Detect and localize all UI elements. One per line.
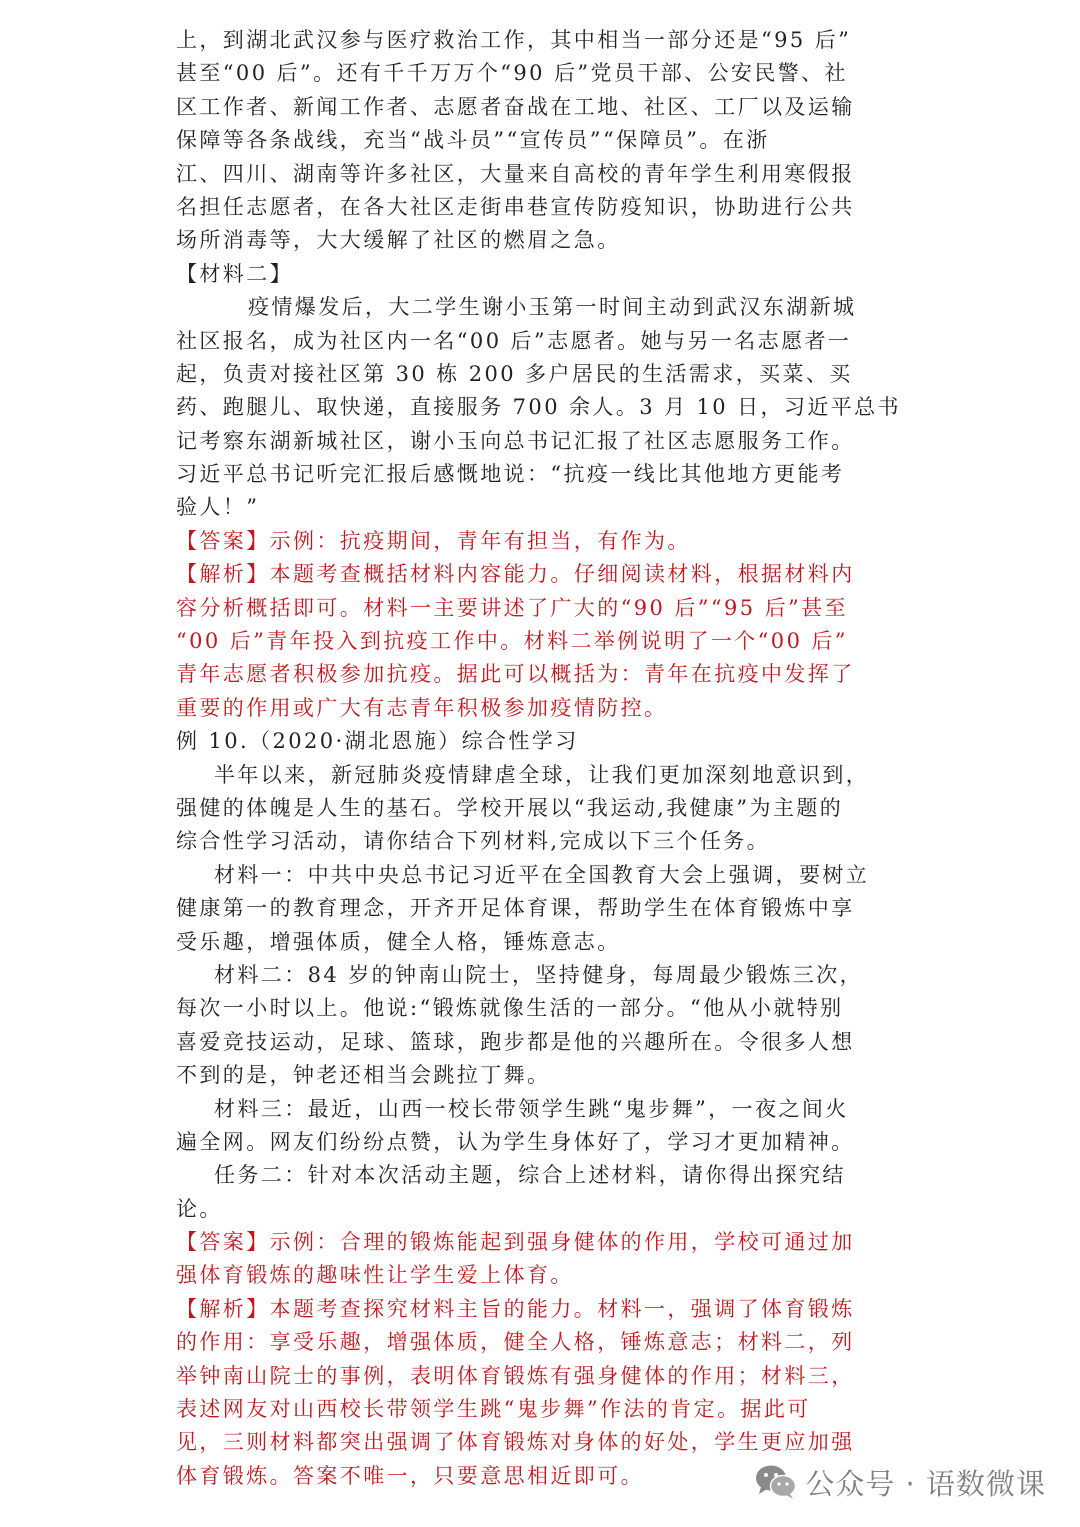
text-line: 甚至“00 后”。还有千千万万个“90 后”党员干部、公安民警、社 <box>176 61 848 86</box>
analysis-line: 的作用：享受乐趣，增强体质，健全人格，锤炼意志；材料二，列 <box>176 1330 855 1355</box>
text-line: 保障等各条战线，充当“战斗员”“宣传员”“保障员”。在浙 <box>176 128 770 153</box>
answer-line: 【答案】示例：合理的锻炼能起到强身健体的作用，学校可通过加 <box>176 1230 855 1255</box>
example-heading: 例 10.（2020·湖北恩施）综合性学习 <box>176 729 579 754</box>
text-line: 不到的是，钟老还相当会跳拉丁舞。 <box>176 1063 551 1088</box>
watermark-text: 公众号 · 语数微课 <box>805 1466 1046 1501</box>
text-line: 遍全网。网友们纷纷点赞，认为学生身体好了，学习才更加精神。 <box>176 1129 855 1154</box>
text-line: 记考察东湖新城社区，谢小玉向总书记汇报了社区志愿服务工作。 <box>176 428 855 453</box>
text-line: 名担任志愿者，在各大社区走街串巷宣传防疫知识，协助进行公共 <box>176 194 855 219</box>
analysis-line: 重要的作用或广大有志青年积极参加疫情防控。 <box>176 695 668 720</box>
analysis-line: 表述网友对山西校长带领学生跳“鬼步舞”作法的肯定。据此可 <box>176 1397 811 1422</box>
text-line: 材料三：最近，山西一校长带领学生跳“鬼步舞”，一夜之间火 <box>214 1096 849 1121</box>
text-line: 习近平总书记听完汇报后感慨地说：“抗疫一线比其他地方更能考 <box>176 462 845 487</box>
wechat-icon <box>755 1464 797 1500</box>
text-line: 验人！” <box>176 495 260 520</box>
text-line: 受乐趣，增强体质，健全人格，锤炼意志。 <box>176 929 621 954</box>
text-line: 上，到湖北武汉参与医疗救治工作，其中相当一部分还是“95 后” <box>176 28 852 52</box>
section-heading-material-two: 【材料二】 <box>176 261 293 286</box>
text-line: 药、跑腿儿、取快递，直接服务 700 余人。3 月 10 日，习近平总书 <box>176 395 901 420</box>
watermark <box>755 1462 1046 1502</box>
text-line: 材料一：中共中央总书记习近平在全国教育大会上强调，要树立 <box>214 862 870 887</box>
text-line: 强健的体魄是人生的基石。学校开展以“我运动,我健康”为主题的 <box>176 795 844 820</box>
analysis-line: 青年志愿者积极参加抗疫。据此可以概括为：青年在抗疫中发挥了 <box>176 662 855 687</box>
task-line: 论。 <box>176 1196 223 1221</box>
text-line: 场所消毒等，大大缓解了社区的燃眉之急。 <box>176 228 621 253</box>
task-line: 任务二：针对本次活动主题，综合上述材料，请你得出探究结 <box>214 1163 846 1188</box>
text-line: 综合性学习活动，请你结合下列材料,完成以下三个任务。 <box>176 829 771 854</box>
analysis-line: 见，三则材料都突出强调了体育锻炼对身体的好处，学生更应加强 <box>176 1430 855 1455</box>
analysis-line: “00 后”青年投入到抗疫工作中。材料二举例说明了一个“00 后” <box>176 629 848 654</box>
text-line: 每次一小时以上。他说:“锻炼就像生活的一部分。“他从小就特别 <box>176 996 844 1021</box>
analysis-line: 举钟南山院士的事例，表明体育锻炼有强身健体的作用；材料三， <box>176 1363 855 1388</box>
text-line: 江、四川、湖南等许多社区，大量来自高校的青年学生利用寒假报 <box>176 161 855 186</box>
document-page <box>176 24 906 1493</box>
analysis-line: 【解析】本题考查探究材料主旨的能力。材料一，强调了体育锻炼 <box>176 1296 855 1321</box>
text-line: 半年以来，新冠肺炎疫情肆虐全球，让我们更加深刻地意识到， <box>214 762 870 787</box>
analysis-line: 体育锻炼。答案不唯一，只要意思相近即可。 <box>176 1463 644 1488</box>
answer-line: 【答案】示例：抗疫期间，青年有担当，有作为。 <box>176 528 691 553</box>
text-line: 疫情爆发后，大二学生谢小玉第一时间主动到武汉东湖新城 <box>248 295 857 320</box>
text-line: 社区报名，成为社区内一名“00 后”志愿者。她与另一名志愿者一 <box>176 328 852 353</box>
text-line: 材料二：84 岁的钟南山院士，坚持健身，每周最少锻炼三次， <box>214 962 863 987</box>
analysis-line: 【解析】本题考查概括材料内容能力。仔细阅读材料，根据材料内 <box>176 562 855 587</box>
text-line: 起，负责对接社区第 30 栋 200 多户居民的生活需求，买菜、买 <box>176 361 853 386</box>
text-line: 健康第一的教育理念，开齐开足体育课，帮助学生在体育锻炼中享 <box>176 896 855 921</box>
answer-line: 强体育锻炼的趣味性让学生爱上体育。 <box>176 1263 574 1288</box>
analysis-line: 容分析概括即可。材料一主要讲述了广大的“90 后”“95 后”甚至 <box>176 595 848 620</box>
text-line: 区工作者、新闻工作者、志愿者奋战在工地、社区、工厂以及运输 <box>176 94 855 119</box>
text-line: 喜爱竞技运动，足球、篮球，跑步都是他的兴趣所在。令很多人想 <box>176 1029 855 1054</box>
